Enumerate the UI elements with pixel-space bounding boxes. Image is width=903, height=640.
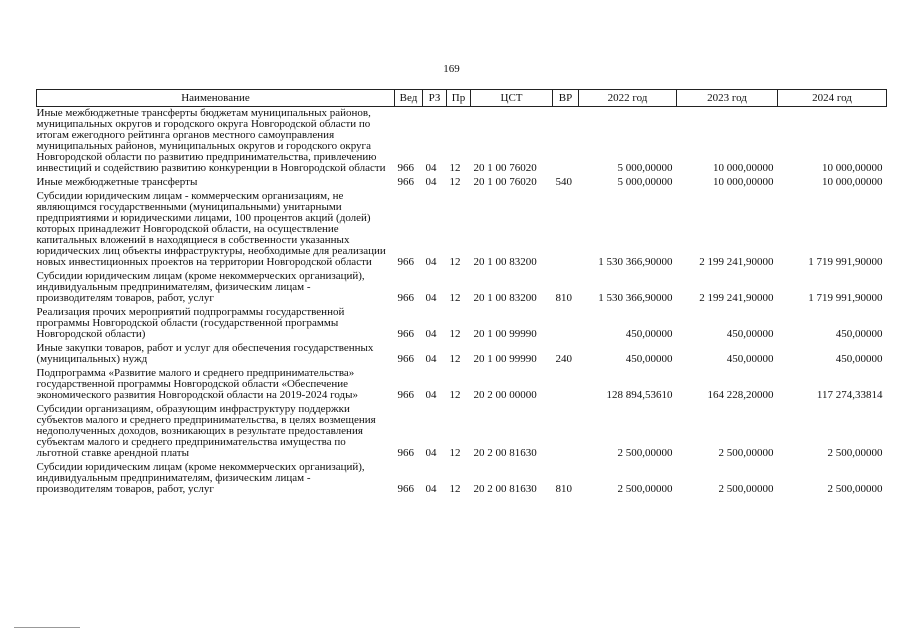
col-header-cst: ЦСТ [471,90,553,107]
row-pr: 12 [449,483,461,495]
row-2022: 128 894,53610 [606,389,673,401]
row-2022: 450,00000 [625,353,673,365]
row-name: Подпрограмма «Развитие малого и среднего предпринимательства» государственной программы Новгородской области «Обеспечение экономического развития Новгородской области на 2019-2024 годы» [36,367,359,401]
row-2023: 2 500,00000 [718,483,774,495]
col-header-vr: ВР [553,90,579,107]
row-vr [553,367,579,403]
row-ved: 966 [397,256,414,268]
footer-divider [14,627,80,628]
row-2024: 2 500,00000 [827,483,883,495]
table-row [37,306,887,342]
table-row [37,342,887,367]
row-2023: 2 500,00000 [718,447,774,459]
row-pr: 12 [449,292,461,304]
row-2024: 10 000,00000 [822,162,883,174]
page-number: 169 [443,63,460,75]
row-vr: 540 [555,176,572,188]
row-name: Субсидии юридическим лицам (кроме некоммерческих организаций), индивидуальным предпринимателям, физическим лицам - производителям товаров, работ, услуг [36,270,365,304]
row-ved: 966 [397,162,414,174]
row-pr: 12 [449,176,461,188]
row-cst: 20 1 00 76020 [473,162,537,174]
row-pr: 12 [449,447,461,459]
row-2024: 10 000,00000 [822,176,883,188]
row-2023: 10 000,00000 [713,176,774,188]
table-row [37,176,887,190]
row-ved: 966 [397,447,414,459]
row-pr: 12 [449,256,461,268]
row-name: Субсидии организациям, образующим инфраструктуру поддержки субъектов малого и среднего предпринимательства, в целях возмещения недополученных доходов, возникающих в результате предоставления субъектам малого и среднего предпринимательства имущества по льготной ставке арендной платы [36,403,376,459]
row-ved: 966 [397,389,414,401]
row-vr [553,306,579,342]
row-2022: 2 500,00000 [617,483,673,495]
row-2024: 1 719 991,90000 [808,256,883,268]
row-name: Иные закупки товаров, работ и услуг для обеспечения государственных (муниципальных) нужд [36,342,374,365]
row-cst: 20 1 00 83200 [473,256,537,268]
table-row [37,461,887,497]
budget-table-container [36,89,886,497]
row-2024: 1 719 991,90000 [808,292,883,304]
row-2022: 2 500,00000 [617,447,673,459]
row-2022: 1 530 366,90000 [598,292,673,304]
row-2024: 2 500,00000 [827,447,883,459]
row-2023: 164 228,20000 [707,389,774,401]
row-rz: 04 [425,162,437,174]
row-vr: 810 [555,483,572,495]
row-ved: 966 [397,353,414,365]
row-2022: 5 000,00000 [617,176,673,188]
row-rz: 04 [425,447,437,459]
row-2023: 450,00000 [726,328,774,340]
row-2024: 117 274,33814 [816,389,883,401]
table-row [37,107,887,177]
budget-table [36,89,887,497]
row-pr: 12 [449,328,461,340]
col-header-2024: 2024 год [778,90,887,107]
row-name: Иные межбюджетные трансферты [36,176,198,188]
row-rz: 04 [425,292,437,304]
table-header-row [37,90,887,107]
row-vr [553,403,579,461]
row-vr [553,190,579,270]
row-vr: 240 [555,353,572,365]
col-header-2023: 2023 год [677,90,778,107]
row-2024: 450,00000 [835,328,883,340]
row-ved: 966 [397,483,414,495]
row-2023: 450,00000 [726,353,774,365]
row-cst: 20 1 00 99990 [473,328,537,340]
row-vr [553,107,579,177]
row-rz: 04 [425,483,437,495]
row-cst: 20 2 00 81630 [473,483,537,495]
row-ved: 966 [397,176,414,188]
row-pr: 12 [449,353,461,365]
row-name: Субсидии юридическим лицам (кроме некоммерческих организаций), индивидуальным предпринимателям, физическим лицам - производителям товаров, работ, услуг [36,461,365,495]
row-cst: 20 1 00 83200 [473,292,537,304]
row-2023: 10 000,00000 [713,162,774,174]
row-ved: 966 [397,328,414,340]
row-2024: 450,00000 [835,353,883,365]
row-name: Субсидии юридическим лицам - коммерческим организациям, не являющимся государственными (муниципальными) унитарными предприятиями и юридическими лицами, 100 процентов акций (долей) которых принадлежит Новгородской области, на осуществление капитальных вложений в находящиеся в собственности указанных юридических лиц объекты инфраструктуры, необходимые для реализации новых инвестиционных проектов на территории Новгородской области [36,190,386,268]
row-vr: 810 [555,292,572,304]
row-name: Иные межбюджетные трансферты бюджетам муниципальных районов, муниципальных округов и городского округа Новгородской области по итогам ежегодного рейтинга органов местного самоуправления муниципальных районов, муниципальных округов и городского округа Новгородской области по развитию предпринимательства, привлечению инвестиций и содействию развитию конкуренции в Новгородской области [36,107,386,174]
table-row [37,190,887,270]
row-2023: 2 199 241,90000 [699,256,774,268]
row-2022: 5 000,00000 [617,162,673,174]
row-rz: 04 [425,256,437,268]
row-2022: 1 530 366,90000 [598,256,673,268]
col-header-rz: РЗ [423,90,447,107]
row-rz: 04 [425,353,437,365]
row-cst: 20 1 00 76020 [473,176,537,188]
row-pr: 12 [449,389,461,401]
row-name: Реализация прочих мероприятий подпрограммы государственной программы Новгородской области (государственной программы Новгородской области) [36,306,345,340]
row-pr: 12 [449,162,461,174]
row-cst: 20 1 00 99990 [473,353,537,365]
row-rz: 04 [425,176,437,188]
row-cst: 20 2 00 81630 [473,447,537,459]
row-2023: 2 199 241,90000 [699,292,774,304]
table-row [37,403,887,461]
col-header-2022: 2022 год [579,90,677,107]
table-row [37,270,887,306]
col-header-pr: Пр [447,90,471,107]
row-rz: 04 [425,328,437,340]
row-rz: 04 [425,389,437,401]
col-header-name: Наименование [37,90,395,107]
row-2022: 450,00000 [625,328,673,340]
col-header-ved: Вед [395,90,423,107]
table-row [37,367,887,403]
row-ved: 966 [397,292,414,304]
row-cst: 20 2 00 00000 [473,389,537,401]
